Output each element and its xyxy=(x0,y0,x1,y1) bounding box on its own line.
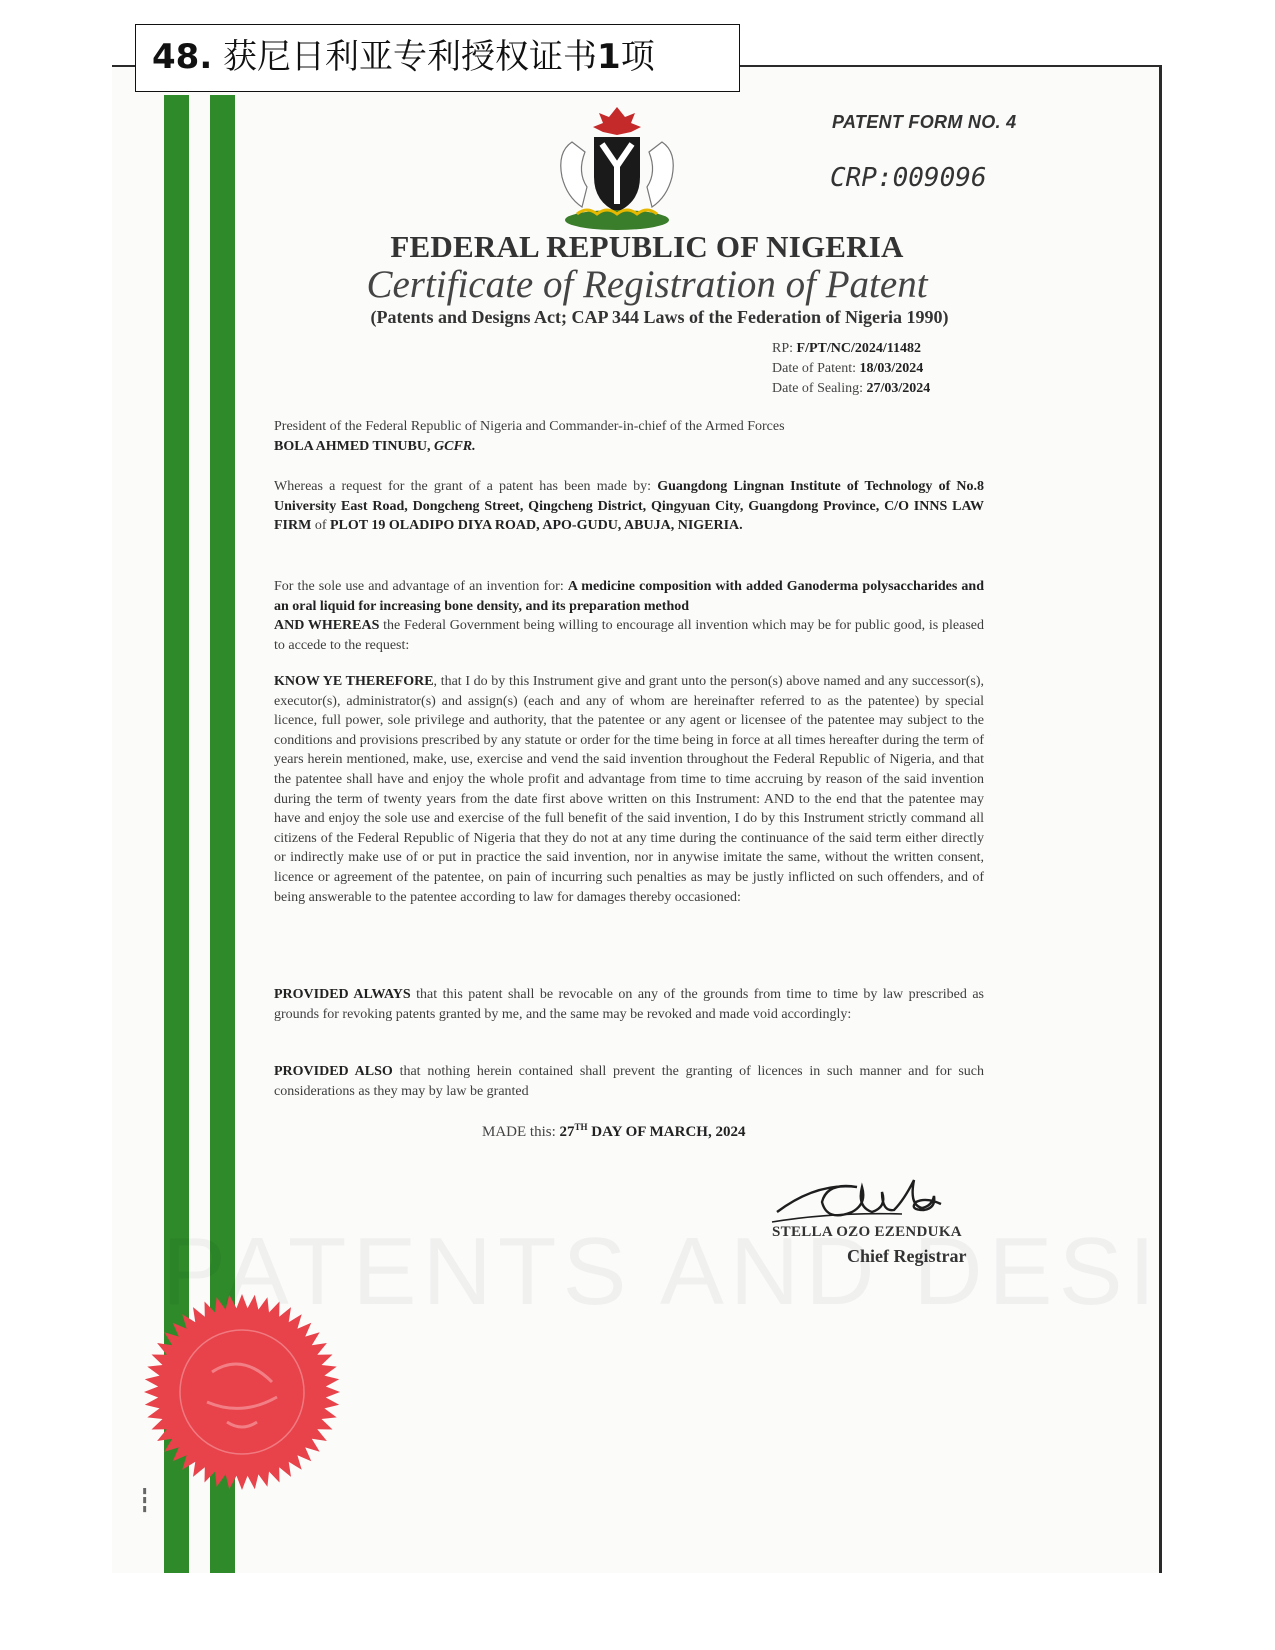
date-of-patent-value: 18/03/2024 xyxy=(859,361,924,376)
rp-value: F/PT/NC/2024/11482 xyxy=(796,341,921,356)
provided-always-label: PROVIDED ALWAYS xyxy=(274,987,411,1002)
applicant-address: PLOT 19 OLADIPO DIYA ROAD, APO-GUDU, ABUJA, NIGERIA. xyxy=(330,518,743,534)
invention-title: A medicine composition with added Ganoderma polysaccharides and an oral liquid for increasing bone density, and its preparation method xyxy=(274,579,985,614)
provided-always-text: that this patent shall be revocable on any of the grounds from time to time by law prescribed as grounds for revoking patents granted by me, and the same may be revoked and made void accordingly: xyxy=(274,987,984,1022)
made-label: MADE this: xyxy=(482,1124,560,1140)
caption-number: 48. xyxy=(152,37,213,77)
crp-number: CRP:009096 xyxy=(830,163,987,193)
caption-title: 获尼日利亚专利授权证书 xyxy=(212,37,598,77)
certificate-subtitle: Certificate of Registration of Patent xyxy=(366,263,928,306)
know-ye-text: , that I do by this Instrument give and grant unto the person(s) above named and any successor(s), executor(s), administrator(s) and assign(s) (each and any of whom are hereinafter referred to as the patentee) by special licence, full power, sole privilege and authority, that the patentee or any agent or licensee of the patentee may subject to the conditions and provisions prescribed by any statute or order for the time being in force at all times hereafter during the term of years herein mentioned, make, use, exercise and vend the said invention throughout the Federal Republic of Nigeria, and that the patentee shall have and enjoy the whole profit and advantage from time to time accruing by reason of the said invention during the term of twenty years from the date first above written on this Instrument: AND to the end that the patentee may have and enjoy the sole use and exercise of the full benefit of the said invention, I do by this Instrument strictly command all citizens of the Federal Republic of Nigeria that they do not at any time during the continuance of the said term either directly or indirectly make use of or put in practice the said invention, nor in anywise imitate the same, without the written consent, licence or agreement of the patentee, on pain of incurring such penalties as may be justly inflicted on such offenders, and of being answerable to the patentee according to law for damages thereby occasioned: xyxy=(274,674,984,905)
provided-also-label: PROVIDED ALSO xyxy=(274,1064,393,1079)
president-name: BOLA AHMED TINUBU, xyxy=(274,438,431,454)
caption-box xyxy=(135,24,740,92)
date-of-patent-label: Date of Patent: xyxy=(772,361,856,376)
made-month-year: DAY OF MARCH, 2024 xyxy=(587,1124,746,1140)
patent-certificate xyxy=(112,65,1162,1573)
and-whereas-label: AND WHEREAS xyxy=(274,618,380,634)
rp-label: RP: xyxy=(772,341,794,356)
certificate-title: FEDERAL REPUBLIC OF NIGERIA xyxy=(390,229,904,264)
caption-count: 1 xyxy=(597,37,621,77)
rp-line xyxy=(772,339,930,359)
know-ye-paragraph xyxy=(274,672,984,907)
and-whereas-text: the Federal Government being willing to encourage all invention which may be for public good, is pleased to accede to the request: xyxy=(274,618,984,653)
president-line: President of the Federal Republic of Nigeria and Commander-in-chief of the Armed Forces xyxy=(274,419,785,434)
made-day: 27 xyxy=(559,1124,575,1140)
provided-always-paragraph xyxy=(274,985,984,1024)
applicant-name: Guangdong Lingnan Institute of Technology of No.8 University East Road, Dongcheng Street, Qingcheng District, Qingyuan City, Guangdong Province, C/O INNS LAW FIRM xyxy=(274,479,985,534)
provided-also-text: that nothing herein contained shall prevent the granting of licences in such manner and for such considerations as they may by law be granted xyxy=(274,1064,984,1099)
date-of-sealing-line xyxy=(772,379,930,399)
printer-mark: ▮▮▮ xyxy=(140,1487,149,1514)
date-of-sealing-value: 27/03/2024 xyxy=(866,381,931,396)
coat-of-arms-icon xyxy=(542,102,692,237)
caption-text xyxy=(152,35,655,79)
reference-block xyxy=(772,339,930,399)
date-of-patent-line xyxy=(772,359,930,379)
invention-paragraph xyxy=(274,577,984,655)
caption-suffix: 项 xyxy=(620,37,655,77)
made-date-line xyxy=(482,1122,745,1141)
red-seal-icon xyxy=(142,1292,342,1492)
signatory-title: Chief Registrar xyxy=(847,1246,967,1266)
act-reference: (Patents and Designs Act; CAP 344 Laws of the Federation of Nigeria 1990) xyxy=(370,307,949,327)
date-of-sealing-label: Date of Sealing: xyxy=(772,381,863,396)
provided-also-paragraph xyxy=(274,1062,984,1101)
president-honor: GCFR. xyxy=(434,438,476,454)
patent-form-number: PATENT FORM NO. 4 xyxy=(832,112,1017,132)
made-day-suffix: TH xyxy=(574,1122,588,1132)
whereas-paragraph xyxy=(274,477,984,536)
president-paragraph xyxy=(274,417,984,456)
applicant-of: of xyxy=(311,518,330,534)
invention-intro: For the sole use and advantage of an invention for: xyxy=(274,579,564,594)
signatory-name: STELLA OZO EZENDUKA xyxy=(772,1224,962,1240)
know-ye-label: KNOW YE THEREFORE xyxy=(274,674,434,689)
whereas-intro: Whereas a request for the grant of a patent has been made by: xyxy=(274,479,652,494)
